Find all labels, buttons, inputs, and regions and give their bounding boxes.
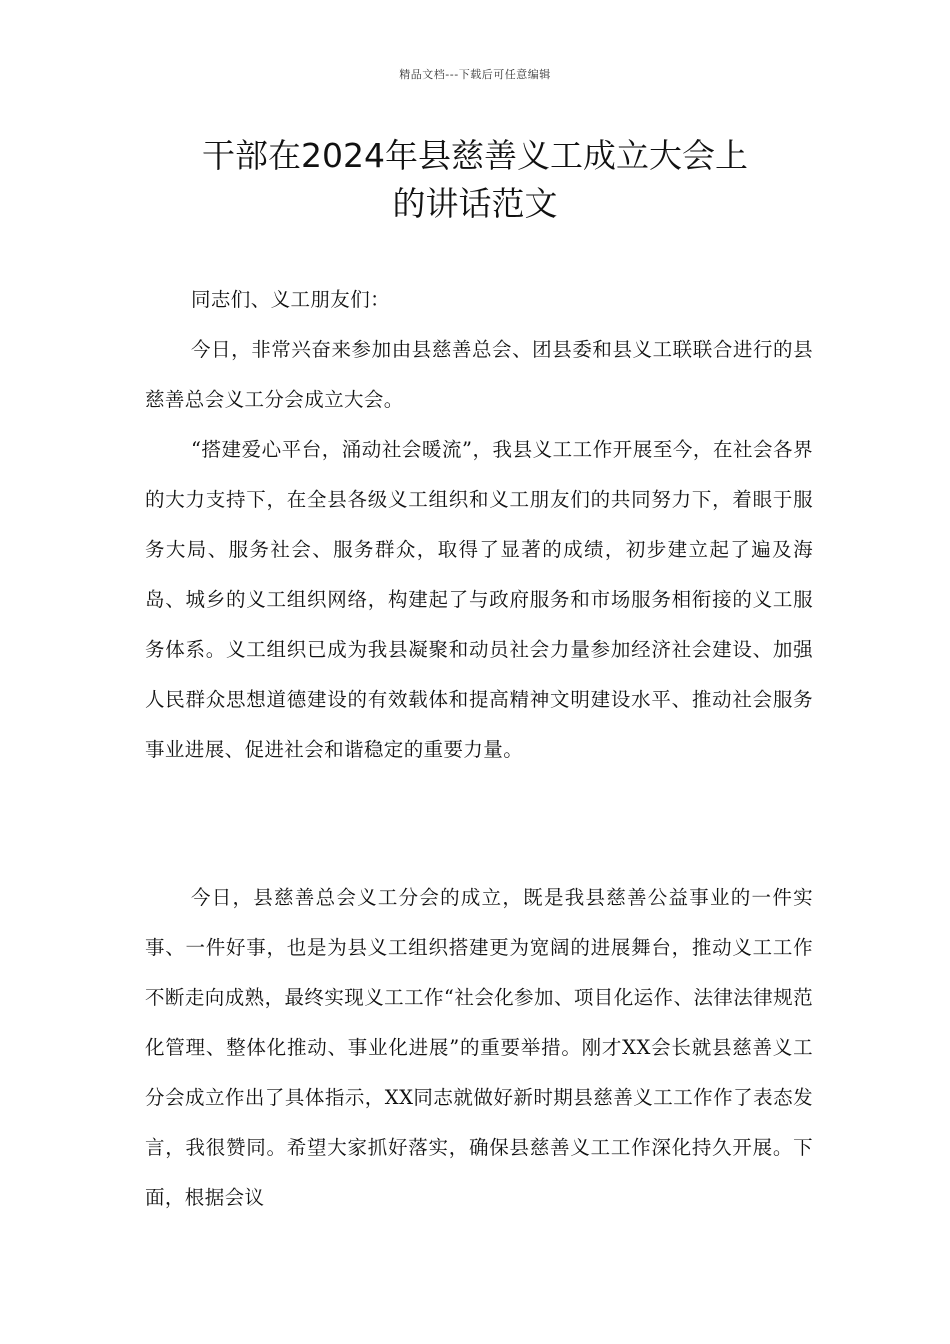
paragraph-2: “搭建爱心平台，涌动社会暖流”，我县义工工作开展至今，在社会各界的大力支持下，在全县各级义工组织和义工朋友们的共同努力下，着眼于服务大局、服务社会、服务群众，取得了显著的成绩，初步建立起了遍及海岛、城乡的义工组织网络，构建起了与政府服务和市场服务相衔接的义工服务体系。义工组织已成为我县凝聚和动员社会力量参加经济社会建设、加强人民群众思想道德建设的有效载体和提高精神文明建设水平、推动社会服务事业进展、促进社会和谐稳定的重要力量。 <box>145 438 813 761</box>
header-note: 精品文档---下载后可任意编辑 <box>399 68 551 81</box>
body-section-1 <box>145 275 813 775</box>
title-line-2: 的讲话范文 <box>392 184 558 223</box>
title-line-1: 干部在2024年县慈善义工成立大会上 <box>202 136 748 175</box>
paragraph-1: 今日，非常兴奋来参加由县慈善总会、团县委和县义工联联合进行的县慈善总会义工分会成立大会。 <box>145 338 813 411</box>
salutation: 同志们、义工朋友们： <box>191 288 391 311</box>
document-title <box>140 132 810 228</box>
body-section-2 <box>145 873 813 1223</box>
paragraph-3: 今日，县慈善总会义工分会的成立，既是我县慈善公益事业的一件实事、一件好事，也是为县义工组织搭建更为宽阔的进展舞台，推动义工工作不断走向成熟，最终实现义工工作“社会化参加、项目化运作、法律法律规范化管理、整体化推动、事业化进展”的重要举措。刚才XX会长就县慈善义工分会成立作出了具体指示，XX同志就做好新时期县慈善义工工作作了表态发言，我很赞同。希望大家抓好落实，确保县慈善义工工作深化持久开展。下面，根据会议 <box>145 886 813 1209</box>
